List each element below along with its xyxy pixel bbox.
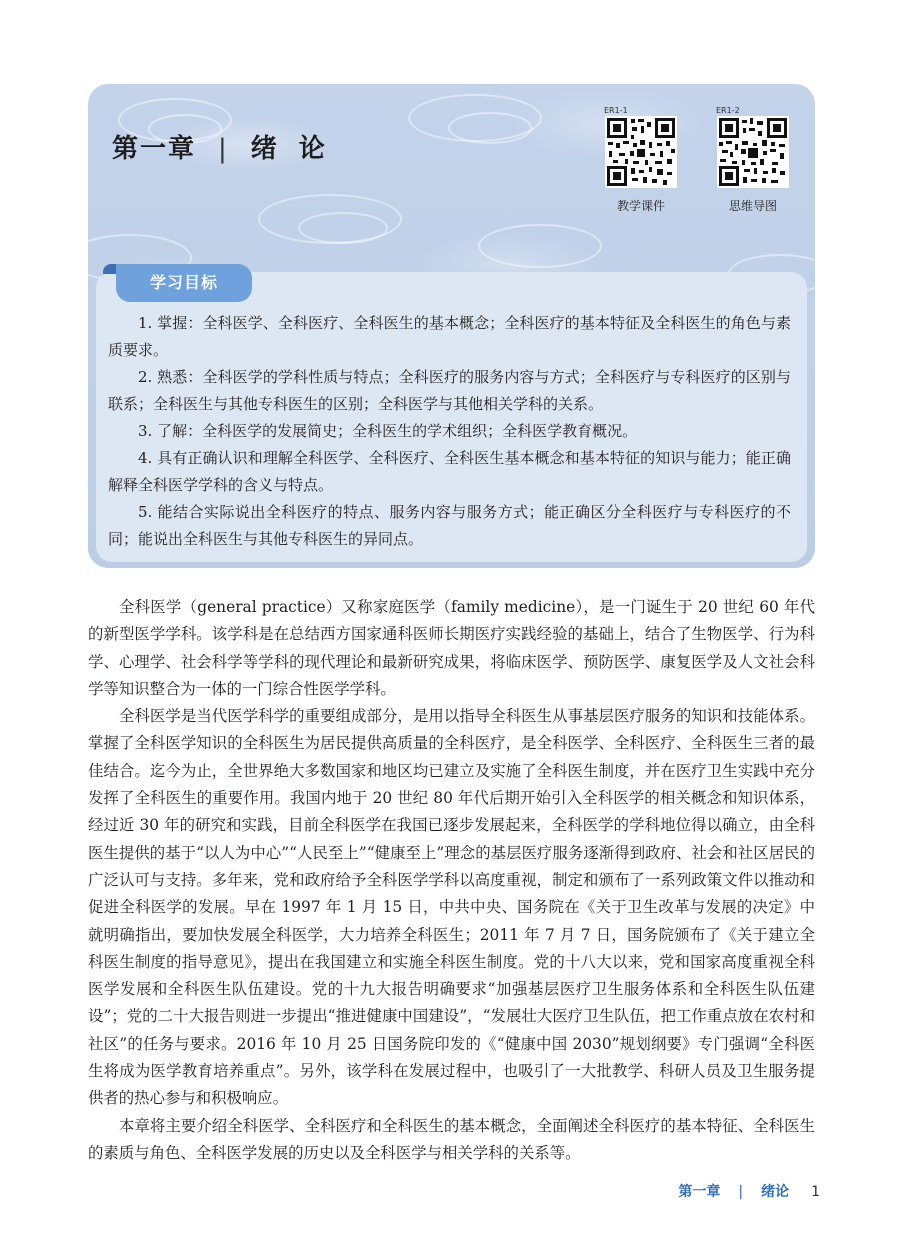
footer-separator: | bbox=[738, 1184, 744, 1200]
qr-code-icon[interactable] bbox=[604, 106, 677, 188]
tag-fold-decoration bbox=[103, 264, 117, 274]
resource-mind-map[interactable] bbox=[708, 106, 798, 214]
cloud-pattern-decoration bbox=[478, 224, 602, 268]
objectives-list bbox=[108, 310, 791, 553]
footer-chapter-name: 绪论 bbox=[761, 1184, 790, 1200]
chapter-body bbox=[88, 594, 815, 1167]
cloud-pattern-decoration bbox=[298, 212, 388, 244]
cloud-pattern-decoration bbox=[448, 112, 532, 144]
objective-item: 3. 了解：全科医学的发展简史；全科医生的学术组织；全科医学教育概况。 bbox=[138, 422, 638, 440]
qr-code-icon[interactable] bbox=[716, 106, 789, 188]
chapter-title bbox=[112, 128, 347, 165]
chapter-header-card bbox=[88, 84, 815, 568]
qr-resource-code: ER1-2 bbox=[716, 106, 740, 115]
chapter-name: 绪论 bbox=[250, 134, 347, 164]
objective-item: 1. 掌握：全科医学、全科医疗、全科医生的基本概念；全科医疗的基本特征及全科医生的角色与素质要求。 bbox=[108, 314, 791, 359]
body-paragraph: 全科医学（general practice）又称家庭医学（family medicine），是一门诞生于 20 世纪 60 年代的新型医学学科。该学科是在总结西方国家通科医师长期医疗实践经验的基础上，结合了生物医学、行为科学、心理学、社会科学等学科的现代理论和最新研究成果，将临床医学、预防医学、康复医学及人文社会科学等知识整合为一体的一门综合性医学学科。 bbox=[88, 598, 815, 698]
learning-objectives-title: 学习目标 bbox=[116, 264, 252, 302]
objective-item: 5. 能结合实际说出全科医疗的特点、服务内容与服务方式；能正确区分全科医疗与专科医疗的不同；能说出全科医生与其他专科医生的异同点。 bbox=[108, 503, 791, 548]
chapter-label: 第一章 bbox=[112, 134, 197, 164]
body-paragraph: 全科医学是当代医学科学的重要组成部分，是用以指导全科医生从事基层医疗服务的知识和技能体系。掌握了全科医学知识的全科医生为居民提供高质量的全科医疗，是全科医学、全科医疗、全科医生三者的最佳结合。迄今为止，全世界绝大多数国家和地区均已建立及实施了全科医生制度，并在医疗卫生实践中充分发挥了全科医生的重要作用。我国内地于 20 世纪 80 年代后期开始引入全科医学的相关概念和知识体系，经过近 30 年的研究和实践，目前全科医学在我国已逐步发展起来，全科医学的学科地位得以确立，由全科医生提供的基于“以人为中心”“人民至上”“健康至上”理念的基层医疗服务逐渐得到政府、社会和社区居民的广泛认可与支持。多年来，党和政府给予全科医学学科以高度重视，制定和颁布了一系列政策文件以推动和促进全科医学的发展。早在 1997 年 1 月 15 日，中共中央、国务院在《关于卫生改革与发展的决定》中就明确指出，要加快发展全科医学，大力培养全科医生；2011 年 7 月 7 日，国务院颁布了《关于建立全科医生制度的指导意见》，提出在我国建立和实施全科医生制度。党的十八大以来，党和国家高度重视全科医学发展和全科医生队伍建设。党的十九大报告明确要求“加强基层医疗卫生服务体系和全科医生队伍建设”；党的二十大报告则进一步提出“推进健康中国建设”，“发展壮大医疗卫生队伍，把工作重点放在农村和社区”的任务与要求。2016 年 10 月 25 日国务院印发的《“健康中国 2030”规划纲要》专门强调“全科医生将成为医学教育培养重点”。另外，该学科在发展过程中，也吸引了一大批教学、科研人员及卫生服务提供者的热心参与和积极响应。 bbox=[88, 707, 815, 1108]
objective-item: 2. 熟悉：全科医学的学科性质与特点；全科医疗的服务内容与方式；全科医疗与专科医疗的区别与联系；全科医生与其他专科医生的区别；全科医学与其他相关学科的关系。 bbox=[108, 368, 791, 413]
qr-resource-code: ER1-1 bbox=[604, 106, 628, 115]
resource-courseware[interactable] bbox=[596, 106, 686, 214]
qr-code-graphic bbox=[605, 116, 677, 188]
resource-label: 教学课件 bbox=[616, 199, 665, 213]
objective-item: 4. 具有正确认识和理解全科医学、全科医疗、全科医生基本概念和基本特征的知识与能力；能正确解释全科医学学科的含义与特点。 bbox=[108, 449, 791, 494]
learning-objectives-panel bbox=[96, 272, 807, 562]
resource-label: 思维导图 bbox=[728, 199, 777, 213]
qr-code-graphic bbox=[717, 116, 789, 188]
page-number: 1 bbox=[811, 1184, 820, 1200]
title-separator: | bbox=[218, 134, 229, 164]
footer-chapter-label: 第一章 bbox=[678, 1184, 721, 1200]
body-paragraph: 本章将主要介绍全科医学、全科医疗和全科医生的基本概念，全面阐述全科医疗的基本特征、全科医生的素质与角色、全科医学发展的历史以及全科医学与相关学科的关系等。 bbox=[88, 1116, 815, 1162]
page-footer bbox=[678, 1181, 820, 1201]
